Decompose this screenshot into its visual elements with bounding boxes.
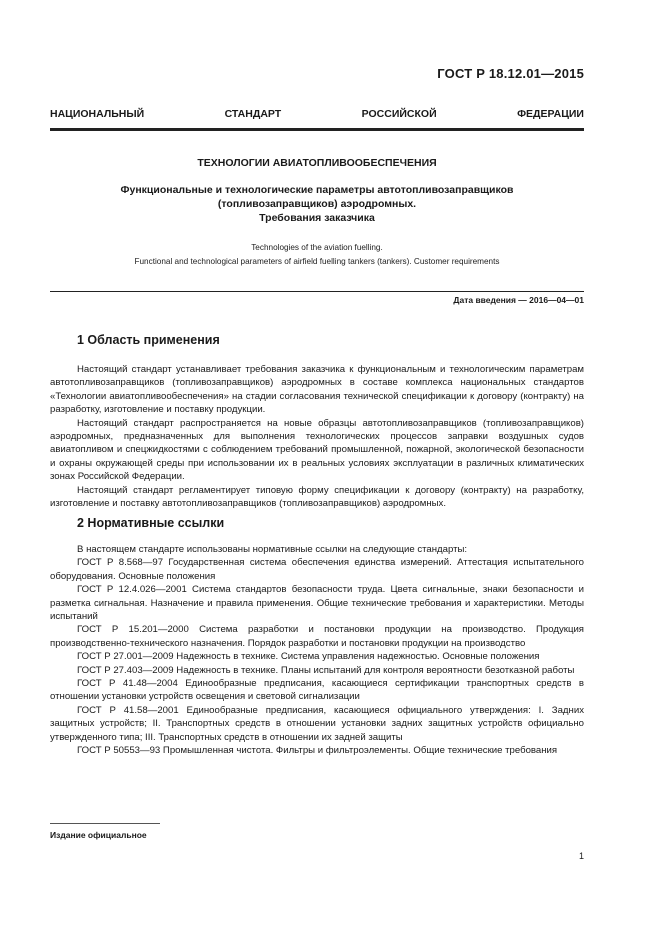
- gost-code: ГОСТ Р 18.12.01—2015: [437, 66, 584, 81]
- footer-divider: [50, 823, 160, 824]
- subtitle-line: Требования заказчика: [259, 212, 375, 224]
- paragraph: Настоящий стандарт устанавливает требования заказчика к функциональным и технологическим параметрам автотопливозаправщиков (топливозаправщиков) аэродромных в составе комплекса национальных стандартов «Технологии авиатопливообеспечения» на стадии согласования технической спецификации к договору (контракту) на разработку, изготовление и поставку продукции.: [50, 364, 584, 416]
- subtitle-line: Функциональные и технологические параметры автотопливозаправщиков: [120, 184, 514, 196]
- reference-item: ГОСТ Р 41.48—2004 Единообразные предписания, касающиеся сертификации транспортных средств в отношении установки устройств освещения и световой сигнализации: [50, 678, 584, 703]
- paragraph: Настоящий стандарт регламентирует типовую форму спецификации к договору (контракту) на разработку, изготовление и поставку автотопливозаправщиков (топливозаправщиков) аэродромных.: [50, 484, 584, 510]
- national-standard-banner: [50, 108, 584, 120]
- english-title: [50, 241, 584, 269]
- reference-item: ГОСТ Р 8.568—97 Государственная система обеспечения единства измерений. Аттестация испытательного оборудования. Основные положения: [50, 557, 584, 582]
- section-scope-body: [50, 363, 584, 510]
- paragraph: Настоящий стандарт распространяется на новые образцы автотопливозаправщиков (топливозаправщиков) аэродромных, предназначенных для выполнения технологических процессов заправки воздушных судов авиатопливом и спецжидкостями с соблюдением требований промышленной, пожарной, экологической безопасности и охраны окружающей среды при использовании их в реальных условиях эксплуатации в различных климатических зонах Российской Федерации.: [50, 417, 584, 483]
- introduction-date: Дата введения — 2016—04—01: [453, 295, 584, 305]
- reference-item: ГОСТ Р 12.4.026—2001 Система стандартов безопасности труда. Цвета сигнальные, знаки безопасности и разметка сигнальная. Назначение и правила применения. Общие технические требования и характеристики. Методы испытаний: [50, 584, 584, 623]
- reference-item: ГОСТ Р 27.001—2009 Надежность в технике. Система управления надежностью. Основные положения: [77, 651, 540, 663]
- banner-word: СТАНДАРТ: [224, 108, 282, 120]
- banner-word: НАЦИОНАЛЬНЫЙ: [50, 108, 145, 120]
- official-edition-label: Издание официальное: [50, 830, 147, 840]
- reference-item: ГОСТ Р 50553—93 Промышленная чистота. Фильтры и фильтроэлементы. Общие технические требования: [77, 745, 558, 757]
- english-title-line: Functional and technological parameters of airfield fuelling tankers (tankers). Customer requirements: [134, 257, 500, 266]
- reference-item: ГОСТ Р 41.58—2001 Единообразные предписания, касающиеся официального утверждения: I. Задних защитных устройств; II. Транспортных средств в отношении установки задних защитных устройств официально утвержденного типа; III. Транспортных средств в отношении их задней защиты: [50, 704, 584, 743]
- reference-item: ГОСТ Р 27.403—2009 Надежность в технике. Планы испытаний для контроля вероятности безотказной работы: [77, 664, 575, 676]
- paragraph: В настоящем стандарте использованы нормативные ссылки на следующие стандарты:: [77, 544, 468, 555]
- banner-word: ФЕДЕРАЦИИ: [517, 108, 584, 120]
- section-heading-normative-references: 2 Нормативные ссылки: [77, 516, 225, 530]
- section-references-body: [50, 543, 584, 758]
- banner-word: РОССИЙСКОЙ: [361, 108, 437, 120]
- title-divider: [50, 291, 584, 292]
- subtitle-line: (топливозаправщиков) аэродромных.: [217, 198, 417, 210]
- english-title-line: Technologies of the aviation fuelling.: [251, 243, 383, 252]
- page-number: 1: [578, 851, 584, 861]
- document-subtitle: [90, 183, 544, 225]
- section-heading-scope: 1 Область применения: [77, 333, 220, 347]
- header-divider: [50, 128, 584, 131]
- reference-item: ГОСТ Р 15.201—2000 Система разработки и постановки продукции на производство. Продукция производственно-технического назначения. Порядок разработки и постановки продукции на производство: [50, 624, 584, 649]
- document-title: ТЕХНОЛОГИИ АВИАТОПЛИВООБЕСПЕЧЕНИЯ: [197, 157, 437, 169]
